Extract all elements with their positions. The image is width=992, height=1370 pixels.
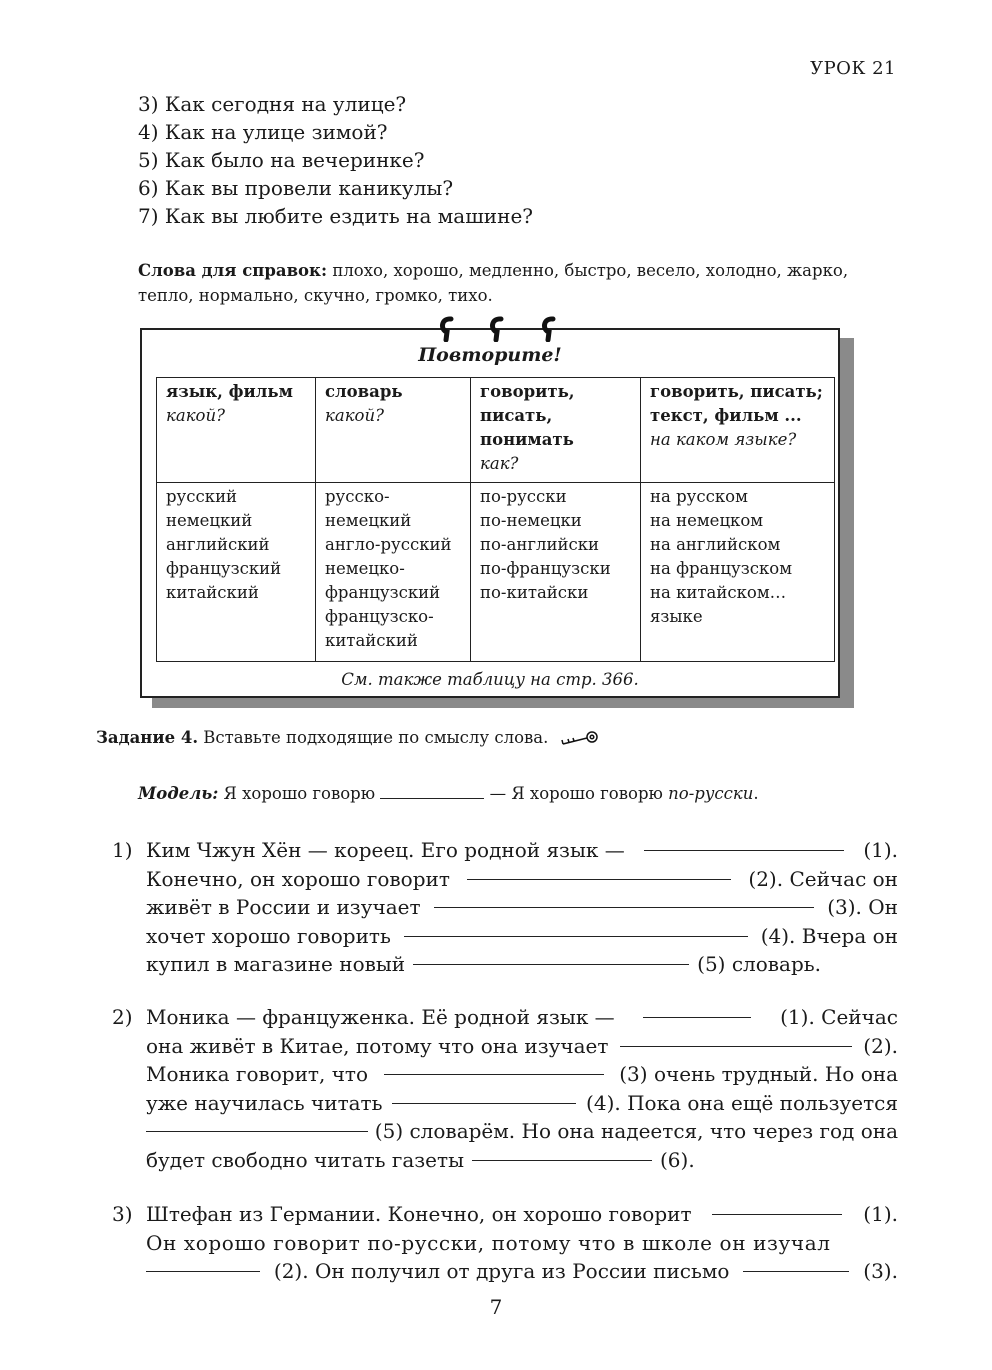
list-item: английский <box>166 535 270 554</box>
answer-blank[interactable] <box>472 1146 652 1161</box>
list-item: на китайском… <box>650 583 787 602</box>
answer-blank[interactable] <box>743 1257 849 1272</box>
header-bold: словарь <box>325 382 403 401</box>
question-5: 5) Как было на вечеринке? <box>138 148 425 172</box>
text: будет свободно читать газеты <box>146 1147 464 1172</box>
list-item: по-русски <box>480 487 567 506</box>
task-label: Задание 4. <box>96 728 199 747</box>
header-italic: на каком языке? <box>650 430 797 449</box>
list-item: на немецком <box>650 511 764 530</box>
binder-ring-icon <box>488 316 504 342</box>
answer-blank[interactable] <box>712 1200 842 1215</box>
list-item: на русском <box>650 487 748 506</box>
binder-ring-icon <box>540 316 556 342</box>
exercise-3 <box>112 1200 898 1286</box>
question-7: 7) Как вы любите ездить на машине? <box>138 204 534 228</box>
text: живёт в России и изучает <box>146 895 421 919</box>
text: купил в магазине новый <box>146 952 406 976</box>
list-item: англо-русский <box>325 535 452 554</box>
reference-label: Слова для справок: <box>138 261 328 280</box>
model-end: . <box>753 784 759 803</box>
see-also-note: См. также таблицу на стр. 366. <box>341 670 639 689</box>
col2-cell <box>316 483 471 662</box>
header-cell <box>641 378 835 483</box>
header-italic: какой? <box>166 406 225 425</box>
text: (2). Сейчас он <box>748 866 898 891</box>
answer-blank[interactable] <box>384 1060 604 1075</box>
table-header-row <box>157 378 835 483</box>
text: Моника — француженка. Её родной язык — <box>146 1005 615 1029</box>
review-title: Повторите! <box>418 344 562 366</box>
table-body-row <box>157 483 835 662</box>
model-label: Модель: <box>138 784 219 803</box>
answer-blank[interactable] <box>413 950 689 965</box>
header-cell <box>157 378 316 483</box>
answer-blank[interactable] <box>434 893 814 908</box>
model-part1: Я хорошо говорю <box>218 784 381 803</box>
list-item: немецко- <box>325 559 405 578</box>
text: (4). Пока она ещё пользуется <box>586 1090 898 1115</box>
exercise-number: 2) <box>112 1005 133 1029</box>
list-item: на французском <box>650 559 793 578</box>
key-icon <box>560 730 600 748</box>
answer-blank[interactable] <box>620 1032 852 1047</box>
answer-blank[interactable] <box>392 1089 576 1104</box>
exercise-number: 3) <box>112 1202 133 1226</box>
list-item: русский <box>166 487 238 506</box>
task-heading <box>96 728 600 748</box>
header-cell <box>316 378 471 483</box>
text: (1). Сейчас <box>780 1005 898 1029</box>
task-text: Вставьте подходящие по смыслу слова. <box>198 728 549 747</box>
header-bold: говорить, <box>480 382 575 401</box>
header-italic: какой? <box>325 406 384 425</box>
text: (2). Он получил от друга из России письмо <box>273 1259 730 1283</box>
review-table <box>156 377 835 662</box>
text: (3). <box>863 1259 898 1283</box>
model-answer: по-русски <box>668 784 754 803</box>
list-item: на английском <box>650 535 781 554</box>
text: (5) словарём. Но она надеется, что через год она <box>374 1119 898 1143</box>
text: Штефан из Германии. Конечно, он хорошо говорит <box>146 1202 692 1226</box>
answer-blank[interactable] <box>404 922 748 937</box>
lesson-header: УРОК 21 <box>810 58 896 79</box>
text: Ким Чжун Хён — кореец. Его родной язык — <box>146 838 625 862</box>
text: (1). <box>863 1202 898 1226</box>
list-item: китайский <box>166 583 259 602</box>
header-bold: текст, фильм ... <box>650 406 802 425</box>
question-3: 3) Как сегодня на улице? <box>138 92 407 116</box>
reference-words <box>138 258 898 308</box>
reference-line1: плохо, хорошо, медленно, быстро, весело, холодно, жарко, <box>327 261 849 280</box>
list-item: языке <box>650 607 703 626</box>
list-item: французско- <box>325 607 434 626</box>
header-bold: понимать <box>480 430 574 449</box>
answer-blank[interactable] <box>146 1117 368 1132</box>
list-item: по-немецки <box>480 511 582 530</box>
list-item: немецкий <box>325 511 412 530</box>
list-item: французский <box>325 583 441 602</box>
list-item: по-английски <box>480 535 600 554</box>
list-item: русско- <box>325 487 390 506</box>
header-bold: писать, <box>480 406 553 425</box>
reference-line2: тепло, нормально, скучно, громко, тихо. <box>138 286 493 305</box>
header-cell <box>471 378 641 483</box>
text: (3). Он <box>827 895 898 919</box>
text: (1). <box>863 838 898 862</box>
text: (2). <box>863 1033 898 1058</box>
answer-blank[interactable] <box>644 836 844 851</box>
header-italic: как? <box>480 454 519 473</box>
text: (4). Вчера он <box>760 923 898 948</box>
text: (5) словарь. <box>697 952 822 976</box>
exercise-2 <box>112 1003 898 1174</box>
list-item: по-китайски <box>480 583 589 602</box>
col1-cell <box>157 483 316 662</box>
binder-ring-icon <box>438 316 454 342</box>
page-number: 7 <box>489 1295 503 1319</box>
text: (6). <box>660 1147 695 1172</box>
col4-cell <box>641 483 835 662</box>
header-bold: говорить, писать; <box>650 382 823 401</box>
text: она живёт в Китае, потому что она изучает <box>146 1033 609 1058</box>
text: Он хорошо говорит по-русски, потому что в школе он изучал <box>146 1230 831 1255</box>
exercise-1 <box>112 836 898 979</box>
question-4: 4) Как на улице зимой? <box>138 120 388 144</box>
answer-blank[interactable] <box>643 1003 751 1018</box>
exercise-number: 1) <box>112 838 133 862</box>
answer-blank[interactable] <box>146 1257 260 1272</box>
list-item: китайский <box>325 631 418 650</box>
text: уже научилась читать <box>146 1090 383 1115</box>
list-item: французский <box>166 559 282 578</box>
text: Моника говорит, что <box>146 1062 369 1086</box>
model-part2: — Я хорошо говорю <box>484 784 669 803</box>
text: (3) очень трудный. Но она <box>619 1062 898 1086</box>
answer-blank[interactable] <box>380 784 484 799</box>
answer-blank[interactable] <box>467 865 731 880</box>
list-item: немецкий <box>166 511 253 530</box>
review-box <box>140 328 840 698</box>
list-item: по-французски <box>480 559 611 578</box>
text: хочет хорошо говорить <box>146 923 391 948</box>
question-6: 6) Как вы провели каникулы? <box>138 176 454 200</box>
model-example <box>138 784 759 803</box>
header-bold: язык, фильм <box>166 382 293 401</box>
col3-cell <box>471 483 641 662</box>
text: Конечно, он хорошо говорит <box>146 866 450 891</box>
